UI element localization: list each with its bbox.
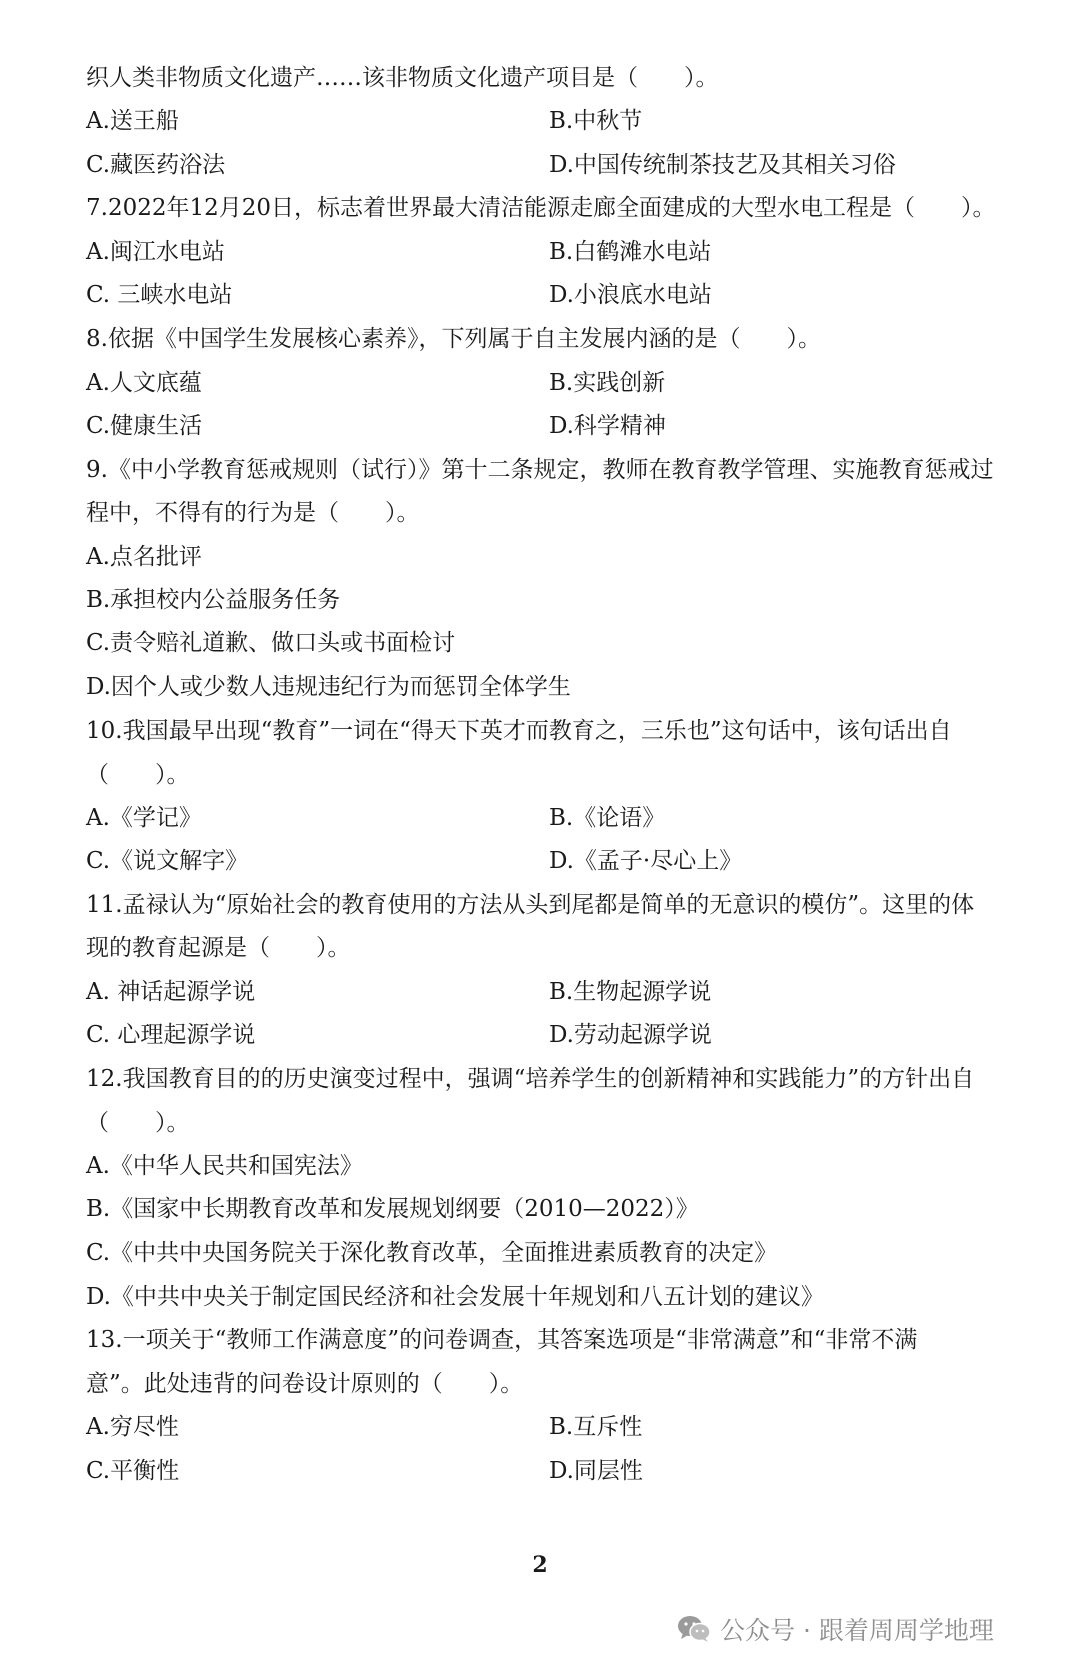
wechat-icon bbox=[676, 1614, 712, 1644]
q13-option-b: B.互斥性 bbox=[549, 1414, 643, 1440]
q6-option-c: C.藏医药浴法 bbox=[86, 152, 226, 178]
q12-stem-line1: 12.我国教育目的的历史演变过程中，强调“培养学生的创新精神和实践能力”的方针出自 bbox=[86, 1066, 975, 1092]
q10-option-d: D.《孟子·尽心上》 bbox=[549, 848, 743, 874]
q8-stem: 8.依据《中国学生发展核心素养》，下列属于自主发展内涵的是（ ）。 bbox=[86, 326, 821, 352]
q12-option-d: D.《中共中央关于制定国民经济和社会发展十年规划和八五计划的建议》 bbox=[86, 1284, 824, 1310]
q9-option-b: B.承担校内公益服务任务 bbox=[86, 587, 341, 613]
q10-option-b: B.《论语》 bbox=[549, 805, 666, 831]
q11-stem-line2: 现的教育起源是（ ）。 bbox=[86, 935, 351, 961]
q11-option-d: D.劳动起源学说 bbox=[549, 1022, 712, 1048]
q11-option-b: B.生物起源学说 bbox=[549, 979, 712, 1005]
q8-option-a: A.人文底蕴 bbox=[86, 370, 202, 396]
q7-option-b: B.白鹤滩水电站 bbox=[549, 239, 712, 265]
q7-option-d: D.小浪底水电站 bbox=[549, 282, 712, 308]
q9-option-c: C.责令赔礼道歉、做口头或书面检讨 bbox=[86, 630, 456, 656]
q12-option-c: C.《中共中央国务院关于深化教育改革，全面推进素质教育的决定》 bbox=[86, 1240, 778, 1266]
q9-stem-line1: 9.《中小学教育惩戒规则（试行）》第十二条规定，教师在教育教学管理、实施教育惩戒过 bbox=[86, 457, 994, 483]
q11-stem-line1: 11.孟禄认为“原始社会的教育使用的方法从头到尾都是简单的无意识的模仿”。这里的体 bbox=[86, 892, 975, 918]
q12-option-b: B.《国家中长期教育改革和发展规划纲要（2010—2022）》 bbox=[86, 1196, 699, 1222]
q10-option-c: C.《说文解字》 bbox=[86, 848, 249, 874]
q13-stem-line2: 意”。此处违背的问卷设计原则的（ ）。 bbox=[86, 1371, 524, 1397]
q9-option-a: A.点名批评 bbox=[86, 544, 202, 570]
q9-stem-line2: 程中，不得有的行为是（ ）。 bbox=[86, 500, 420, 526]
watermark-text: 公众号 · 跟着周周学地理 bbox=[720, 1616, 994, 1645]
q11-option-a: A. 神话起源学说 bbox=[86, 979, 256, 1005]
q12-stem-line2: （ ）。 bbox=[86, 1110, 190, 1136]
page-number: 2 bbox=[532, 1552, 548, 1578]
q6-option-d: D.中国传统制茶技艺及其相关习俗 bbox=[549, 152, 896, 178]
q8-option-c: C.健康生活 bbox=[86, 413, 203, 439]
q10-stem-line2: （ ）。 bbox=[86, 762, 190, 788]
q6-stem-end: 织人类非物质文化遗产……该非物质文化遗产项目是（ ）。 bbox=[86, 65, 719, 91]
q12-option-a: A.《中华人民共和国宪法》 bbox=[86, 1153, 363, 1179]
q11-option-c: C. 心理起源学说 bbox=[86, 1022, 256, 1048]
q7-stem: 7.2022年12月20日，标志着世界最大清洁能源走廊全面建成的大型水电工程是（ ）。 bbox=[86, 195, 996, 221]
q10-stem-line1: 10.我国最早出现“教育”一词在“得天下英才而教育之，三乐也”这句话中，该句话出自 bbox=[86, 718, 952, 744]
q13-option-c: C.平衡性 bbox=[86, 1458, 180, 1484]
q6-option-b: B.中秋节 bbox=[549, 108, 643, 134]
q7-option-c: C. 三峡水电站 bbox=[86, 282, 233, 308]
q13-option-d: D.同层性 bbox=[549, 1458, 643, 1484]
q9-option-d: D.因个人或少数人违规违纪行为而惩罚全体学生 bbox=[86, 674, 571, 700]
q6-option-a: A.送王船 bbox=[86, 108, 179, 134]
q8-option-b: B.实践创新 bbox=[549, 370, 666, 396]
q7-option-a: A.闽江水电站 bbox=[86, 239, 225, 265]
q10-option-a: A.《学记》 bbox=[86, 805, 202, 831]
watermark bbox=[676, 1613, 994, 1645]
q13-stem-line1: 13.一项关于“教师工作满意度”的问卷调查，其答案选项是“非常满意”和“非常不满 bbox=[86, 1327, 918, 1353]
q8-option-d: D.科学精神 bbox=[549, 413, 666, 439]
q13-option-a: A.穷尽性 bbox=[86, 1414, 179, 1440]
